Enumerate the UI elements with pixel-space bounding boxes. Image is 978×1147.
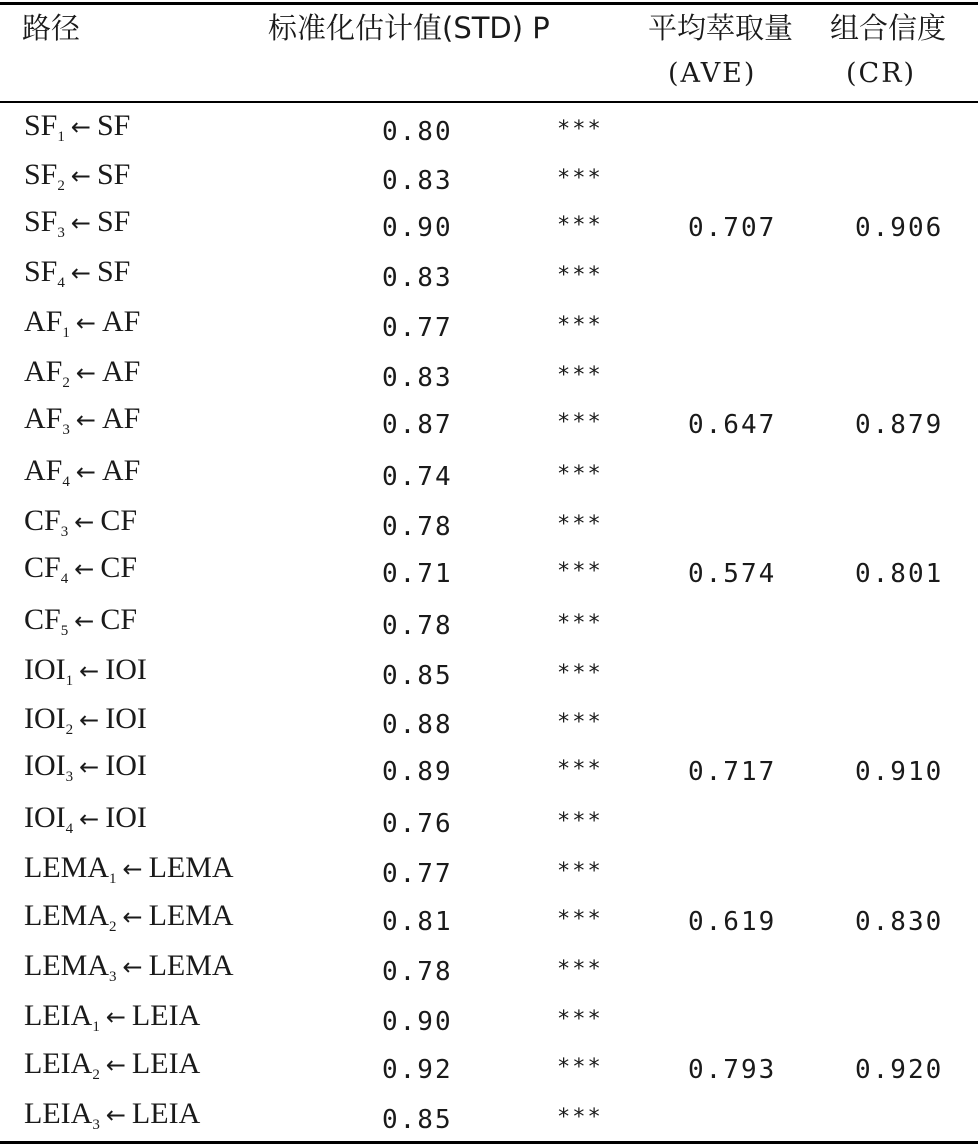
indicator-subscript: 4	[65, 821, 74, 837]
cr-value: 0.920	[855, 1055, 944, 1085]
p-value: ***	[557, 611, 603, 636]
factor-name: LEIA	[131, 1097, 201, 1130]
std-estimate: 0.83	[382, 363, 453, 393]
left-arrow-icon: ←	[122, 855, 143, 883]
std-estimate: 0.78	[382, 611, 453, 641]
indicator-subscript: 2	[62, 375, 70, 391]
p-value: ***	[557, 957, 603, 982]
indicator-subscript: 1	[109, 871, 117, 887]
left-arrow-icon: ←	[122, 953, 143, 981]
path-cell	[24, 999, 200, 1036]
left-arrow-icon: ←	[79, 753, 100, 781]
cr-value: 0.830	[855, 907, 944, 937]
path-cell	[24, 603, 137, 640]
path-cell	[24, 205, 130, 242]
indicator-subscript: 4	[62, 474, 70, 490]
indicator-name: IOI	[24, 749, 66, 782]
left-arrow-icon: ←	[105, 1101, 126, 1129]
factor-name: AF	[101, 305, 141, 338]
p-value: ***	[557, 710, 603, 735]
factor-name: IOI	[105, 801, 147, 834]
p-value: ***	[557, 213, 603, 238]
indicator-name: AF	[24, 305, 63, 338]
left-arrow-icon: ←	[105, 1051, 126, 1079]
indicator-name: SF	[24, 109, 58, 142]
p-value: ***	[557, 512, 603, 537]
path-cell	[24, 851, 234, 888]
indicator-subscript: 3	[109, 969, 117, 985]
std-estimate: 0.77	[382, 859, 453, 889]
p-value: ***	[557, 809, 603, 834]
indicator-name: SF	[24, 205, 58, 238]
std-estimate: 0.77	[382, 313, 453, 343]
indicator-subscript: 5	[60, 623, 69, 639]
std-estimate: 0.85	[382, 661, 453, 691]
path-cell	[24, 1097, 200, 1134]
left-arrow-icon: ←	[74, 555, 95, 583]
p-value: ***	[557, 462, 603, 487]
path-cell	[24, 899, 234, 936]
left-arrow-icon: ←	[75, 458, 96, 486]
indicator-subscript: 3	[65, 769, 74, 785]
left-arrow-icon: ←	[70, 162, 91, 190]
std-estimate: 0.80	[382, 117, 453, 147]
std-estimate: 0.76	[382, 809, 453, 839]
std-estimate: 0.74	[382, 462, 453, 492]
std-estimate: 0.71	[382, 559, 453, 589]
indicator-name: LEMA	[24, 899, 109, 932]
p-value: ***	[557, 1105, 603, 1130]
indicator-name: LEIA	[24, 1047, 93, 1080]
std-estimate: 0.81	[382, 907, 453, 937]
p-value: ***	[557, 1055, 603, 1080]
indicator-name: LEIA	[24, 999, 93, 1032]
indicator-name: CF	[24, 603, 61, 636]
factor-name: AF	[101, 402, 141, 435]
indicator-name: LEIA	[24, 1097, 93, 1130]
header-rule	[0, 101, 978, 103]
factor-name: SF	[96, 109, 131, 142]
indicator-name: LEMA	[24, 949, 109, 982]
factor-name: CF	[100, 504, 138, 537]
factor-name: LEMA	[148, 899, 234, 932]
factor-name: SF	[96, 255, 131, 288]
p-value: ***	[557, 757, 603, 782]
header-path: 路径	[22, 11, 81, 45]
factor-name: AF	[101, 454, 141, 487]
header-cr-line1: 组合信度	[830, 11, 947, 45]
indicator-subscript: 3	[92, 1117, 100, 1133]
path-cell	[24, 702, 147, 739]
std-estimate: 0.78	[382, 957, 453, 987]
path-cell	[24, 305, 140, 342]
header-ave-line1: 平均萃取量	[648, 11, 794, 45]
left-arrow-icon: ←	[79, 805, 100, 833]
left-arrow-icon: ←	[70, 113, 91, 141]
factor-name: LEIA	[131, 999, 201, 1032]
cr-value: 0.879	[855, 410, 944, 440]
std-estimate: 0.78	[382, 512, 453, 542]
p-value: ***	[557, 1007, 603, 1032]
ave-value: 0.793	[688, 1055, 777, 1085]
path-cell	[24, 402, 140, 439]
path-cell	[24, 801, 147, 838]
left-arrow-icon: ←	[79, 657, 100, 685]
left-arrow-icon: ←	[75, 406, 96, 434]
factor-name: LEMA	[148, 851, 234, 884]
path-cell	[24, 653, 147, 690]
factor-name: IOI	[105, 653, 147, 686]
left-arrow-icon: ←	[70, 209, 91, 237]
header-ave-line2: (AVE)	[668, 58, 757, 89]
factor-name: CF	[100, 551, 138, 584]
indicator-subscript: 1	[65, 673, 74, 689]
indicator-subscript: 2	[65, 722, 74, 738]
indicator-name: AF	[24, 402, 63, 435]
std-estimate: 0.90	[382, 1007, 453, 1037]
indicator-name: IOI	[24, 702, 66, 735]
factor-name: IOI	[105, 702, 147, 735]
bottom-rule	[0, 1141, 978, 1144]
ave-value: 0.707	[688, 213, 777, 243]
indicator-name: AF	[24, 454, 63, 487]
ave-value: 0.574	[688, 559, 777, 589]
left-arrow-icon: ←	[105, 1003, 126, 1031]
top-rule	[0, 2, 978, 5]
left-arrow-icon: ←	[74, 508, 95, 536]
left-arrow-icon: ←	[79, 706, 100, 734]
indicator-subscript: 2	[109, 919, 117, 935]
path-cell	[24, 504, 137, 541]
ave-value: 0.647	[688, 410, 777, 440]
std-estimate: 0.89	[382, 757, 453, 787]
std-estimate: 0.83	[382, 263, 453, 293]
path-cell	[24, 109, 130, 146]
header-std-p: 标准化估计值(STD) P	[268, 11, 550, 45]
indicator-subscript: 4	[60, 571, 69, 587]
p-value: ***	[557, 363, 603, 388]
std-estimate: 0.87	[382, 410, 453, 440]
indicator-name: IOI	[24, 801, 66, 834]
std-estimate: 0.83	[382, 166, 453, 196]
indicator-subscript: 1	[57, 129, 65, 145]
path-cell	[24, 158, 130, 195]
p-value: ***	[557, 166, 603, 191]
indicator-name: SF	[24, 255, 58, 288]
path-cell	[24, 355, 140, 392]
path-cell	[24, 454, 140, 491]
p-value: ***	[557, 117, 603, 142]
indicator-subscript: 2	[92, 1067, 100, 1083]
factor-name: IOI	[105, 749, 147, 782]
std-estimate: 0.88	[382, 710, 453, 740]
std-estimate: 0.90	[382, 213, 453, 243]
p-value: ***	[557, 661, 603, 686]
factor-name: LEIA	[131, 1047, 201, 1080]
factor-name: LEMA	[148, 949, 234, 982]
p-value: ***	[557, 263, 603, 288]
ave-value: 0.619	[688, 907, 777, 937]
path-cell	[24, 949, 234, 986]
p-value: ***	[557, 907, 603, 932]
path-cell	[24, 255, 130, 292]
left-arrow-icon: ←	[75, 359, 96, 387]
left-arrow-icon: ←	[122, 903, 143, 931]
indicator-subscript: 1	[92, 1019, 100, 1035]
left-arrow-icon: ←	[75, 309, 96, 337]
p-value: ***	[557, 313, 603, 338]
indicator-subscript: 3	[62, 422, 70, 438]
indicator-name: IOI	[24, 653, 66, 686]
left-arrow-icon: ←	[74, 607, 95, 635]
indicator-name: CF	[24, 551, 61, 584]
std-estimate: 0.85	[382, 1105, 453, 1135]
indicator-subscript: 2	[57, 178, 65, 194]
cr-value: 0.801	[855, 559, 944, 589]
std-estimate: 0.92	[382, 1055, 453, 1085]
cr-value: 0.910	[855, 757, 944, 787]
indicator-name: AF	[24, 355, 63, 388]
indicator-subscript: 1	[62, 325, 70, 341]
path-cell	[24, 551, 137, 588]
factor-name: CF	[100, 603, 138, 636]
indicator-name: LEMA	[24, 851, 109, 884]
indicator-subscript: 3	[57, 225, 65, 241]
p-value: ***	[557, 410, 603, 435]
path-cell	[24, 1047, 200, 1084]
factor-name: SF	[96, 205, 131, 238]
indicator-subscript: 3	[60, 524, 69, 540]
p-value: ***	[557, 859, 603, 884]
left-arrow-icon: ←	[70, 259, 91, 287]
indicator-name: CF	[24, 504, 61, 537]
factor-name: SF	[96, 158, 131, 191]
header-cr-line2: (CR)	[846, 58, 917, 89]
cr-value: 0.906	[855, 213, 944, 243]
path-cell	[24, 749, 147, 786]
factor-name: AF	[101, 355, 141, 388]
p-value: ***	[557, 559, 603, 584]
indicator-subscript: 4	[57, 275, 65, 291]
ave-value: 0.717	[688, 757, 777, 787]
indicator-name: SF	[24, 158, 58, 191]
